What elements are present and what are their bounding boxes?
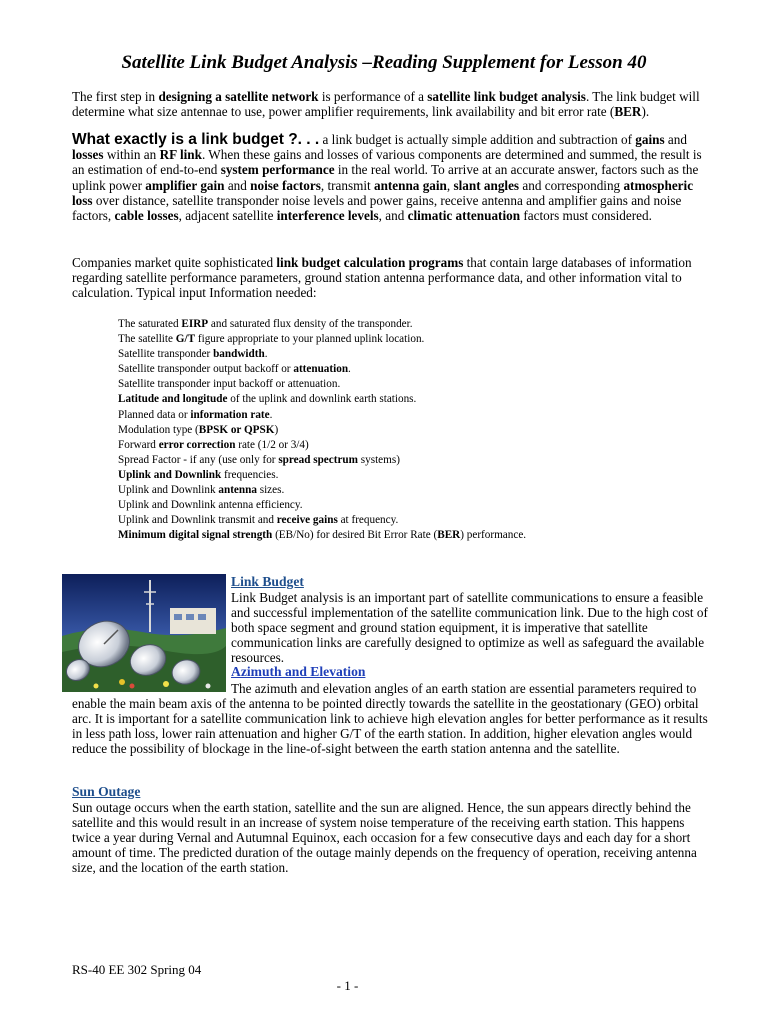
- list-item: [118, 423, 526, 438]
- definition-text: ,: [446, 177, 454, 193]
- intro-text: The first step in: [72, 89, 159, 104]
- list-item-text: ): [274, 423, 279, 436]
- list-item-text: Planned data or: [118, 408, 191, 421]
- intro-text: is performance of a: [318, 89, 428, 104]
- list-item: [118, 498, 526, 513]
- definition-bold: atmospheric loss: [72, 177, 694, 208]
- companies-bold: link budget calculation programs: [276, 255, 464, 270]
- definition-text: factors must considered.: [520, 208, 652, 224]
- definition-bold: RF link: [159, 147, 202, 163]
- list-item-text: sizes.: [256, 484, 285, 497]
- list-item-text: Satellite transponder: [118, 348, 214, 361]
- satellite-dishes-image: [62, 574, 226, 692]
- intro-bold: designing a satellite network: [158, 89, 319, 104]
- list-item-text: .: [269, 408, 273, 421]
- link-budget-heading[interactable]: Link Budget: [231, 574, 304, 589]
- list-item-bold: antenna: [218, 484, 257, 497]
- list-item: [118, 362, 526, 377]
- companies-paragraph: [72, 255, 712, 301]
- definition-text: and corresponding: [519, 177, 624, 193]
- definition-lead: What exactly is a link budget ?. . .: [72, 131, 320, 148]
- definition-text: in the real world. To arrive at an accurate answer, factors such as the uplink power: [72, 162, 699, 193]
- list-item-bold: BER: [437, 529, 461, 542]
- list-item-bold: bandwidth: [213, 348, 265, 361]
- footer-course-label: RS-40 EE 302 Spring 04: [72, 962, 202, 977]
- list-item-text: Forward: [118, 438, 159, 451]
- window: [186, 614, 194, 620]
- intro-bold: BER: [614, 104, 642, 120]
- list-item-bold: Latitude and longitude: [118, 393, 228, 406]
- sun-outage-heading[interactable]: Sun Outage: [72, 784, 141, 799]
- list-item: [118, 347, 526, 362]
- definition-text: over distance, satellite transponder noise levels and power gains, receive antenna and amplifier gains and noise factors,: [72, 192, 682, 224]
- link-budget-text: Link Budget analysis is an important part of satellite communications to ensure a feasible and successful implementation of the satellite communication link. Due to the high cost of both space segment and ground station equipment, it is imperative that satellite communication links are carefully designed to optimize as well as safeguard the available resources.: [231, 590, 708, 666]
- page-title: Satellite Link Budget Analysis –Reading Supplement for Lesson 40: [121, 52, 647, 73]
- list-item-text: Satellite transponder input backoff or attenuation.: [118, 378, 341, 391]
- list-item: [118, 453, 526, 468]
- list-item-bold: error correction: [158, 438, 236, 451]
- definition-bold: losses: [72, 147, 104, 163]
- definition-bold: gains: [635, 132, 665, 147]
- earth-station-illustration: [62, 574, 226, 692]
- list-item: [118, 317, 526, 332]
- link-budget-definition-paragraph: [72, 132, 712, 223]
- list-item-text: The saturated: [118, 318, 182, 330]
- list-item-bold: G/T: [175, 333, 196, 346]
- list-item: [118, 377, 526, 392]
- list-item-text: frequencies.: [221, 468, 279, 481]
- list-item-text: Modulation type (: [118, 423, 199, 436]
- list-item: [118, 438, 526, 453]
- definition-text: , adjacent satellite: [178, 208, 277, 224]
- list-item-bold: attenuation: [293, 363, 349, 376]
- azimuth-elevation-heading[interactable]: Azimuth and Elevation: [231, 664, 366, 679]
- list-item-text: Uplink and Downlink antenna efficiency.: [118, 499, 303, 512]
- list-item-text: Uplink and Downlink transmit and: [118, 514, 277, 527]
- list-item-text: figure appropriate to your planned uplink location.: [195, 333, 425, 346]
- definition-bold: antenna gain: [373, 177, 447, 193]
- definition-bold: slant angles: [453, 177, 520, 193]
- azimuth-elevation-paragraph: [72, 681, 712, 756]
- definition-text: , and: [378, 208, 408, 224]
- window: [198, 614, 206, 620]
- list-item: [118, 528, 526, 543]
- intro-text: ).: [641, 104, 650, 120]
- list-item-text: Satellite transponder output backoff or: [118, 363, 294, 376]
- definition-bold: amplifier gain: [145, 177, 225, 193]
- definition-text: and: [664, 132, 687, 147]
- definition-bold: cable losses: [114, 208, 179, 224]
- list-item-text: at frequency.: [337, 514, 399, 527]
- list-item-text: .: [348, 363, 351, 376]
- companies-text: Companies market quite sophisticated: [72, 255, 277, 270]
- list-item-text: ) performance.: [460, 529, 527, 542]
- list-item-text: Uplink and Downlink: [118, 484, 219, 497]
- definition-bold: interference levels: [276, 208, 379, 224]
- sun-outage-text: Sun outage occurs when the earth station, satellite and the sun are aligned. Hence, the sun appears directly behind the satellite and this would result in an increase of system noise temperature of the receiving earth station. This happens twice a year during Vernal and Autumnal Equinox, each occasion for a few consecutive days and each day for a short amount of time. The predicted duration of the outage mainly depends on the frequency of operation, receiving antenna size, and the location of the earth station.: [72, 800, 697, 876]
- intro-text: . The link budget will determine what size antennae to use, power amplifier requirements, link availability and bit error rate (: [72, 89, 700, 120]
- definition-bold: system performance: [220, 162, 335, 178]
- list-item-text: of the uplink and downlink earth stations.: [227, 393, 417, 406]
- input-requirements-list: [118, 317, 526, 543]
- list-item: [118, 332, 526, 347]
- list-item-bold: receive gains: [276, 514, 338, 527]
- list-item-bold: Uplink and Downlink: [118, 468, 222, 481]
- companies-text: that contain large databases of information regarding satellite performance parameters, ground station antenna performance data, and other information vital to calculation. Typical input Information needed:: [72, 255, 692, 301]
- azimuth-elevation-text: The azimuth and elevation angles of an earth station are essential parameters required to enable the main beam axis of the antenna to be pointed directly towards the satellite in the geostationary (GEO) orbital arc. It is important for a satellite communication link to achieve high elevation angles for better performance as it results in less path loss, lower rain attenuation and higher G/T of the earth station. In addition, higher elevation angles would reduce the possibility of blockage in the line-of-sight between the earth station antenna and the satellite.: [72, 681, 708, 757]
- list-item-text: .: [264, 348, 268, 361]
- list-item-bold: information rate: [190, 408, 270, 421]
- definition-bold: climatic attenuation: [407, 208, 521, 224]
- list-item-text: and saturated flux density of the transponder.: [208, 318, 413, 330]
- list-item: [118, 408, 526, 423]
- list-item: [118, 513, 526, 528]
- list-item-text: Spread Factor - if any (use only for: [118, 453, 279, 466]
- list-item-bold: BPSK or QPSK: [198, 423, 275, 436]
- building: [170, 608, 216, 634]
- definition-text: , transmit: [320, 177, 374, 193]
- definition-text: . When these gains and losses of various components are determined and summed, the result is an estimation of end-to-end: [72, 147, 702, 178]
- list-item-text: systems): [357, 453, 400, 466]
- definition-text: a link budget is actually simple addition and subtraction of: [319, 132, 636, 147]
- intro-paragraph: [72, 89, 712, 119]
- list-item: [118, 468, 526, 483]
- list-item-bold: spread spectrum: [278, 453, 358, 466]
- page-number: - 1 -: [336, 978, 359, 993]
- definition-text: within an: [103, 147, 160, 163]
- list-item-bold: EIRP: [181, 318, 209, 330]
- intro-bold: satellite link budget analysis: [427, 89, 586, 104]
- list-item: [118, 483, 526, 498]
- list-item-text: rate (1/2 or 3/4): [235, 438, 309, 451]
- list-item-bold: Minimum digital signal strength: [118, 529, 273, 542]
- list-item-text: The satellite: [118, 333, 176, 346]
- list-item: [118, 392, 526, 407]
- definition-bold: noise factors: [250, 177, 321, 193]
- definition-text: and: [224, 177, 251, 193]
- window: [174, 614, 182, 620]
- list-item-text: (EB/No) for desired Bit Error Rate (: [272, 529, 438, 542]
